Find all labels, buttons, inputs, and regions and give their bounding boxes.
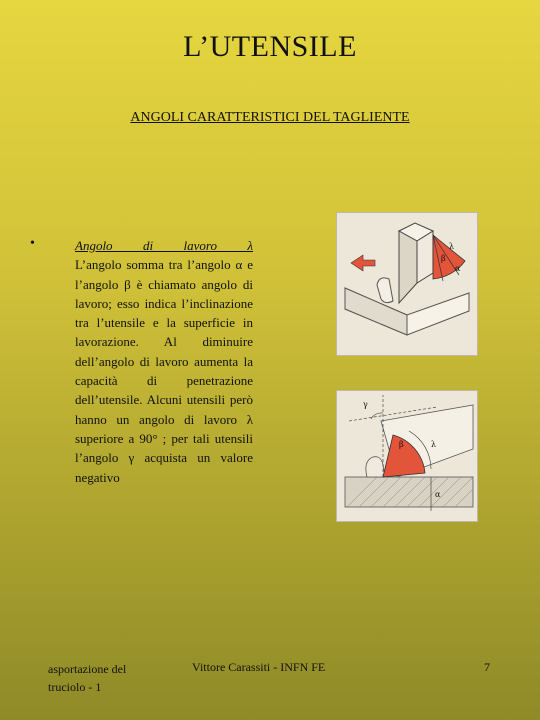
fig2-label-alpha: α	[435, 490, 441, 499]
slide-subtitle: ANGOLI CARATTERISTICI DEL TAGLIENTE	[130, 110, 410, 125]
fig1-label-lambda: λ	[449, 242, 455, 251]
bullet-marker: •	[30, 236, 35, 251]
footer-section-title: asportazione del truciolo - 1	[48, 662, 127, 694]
fig2-label-beta: β	[399, 440, 404, 449]
fig2-label-gamma: γ	[363, 400, 368, 409]
bullet-paragraph: L’angolo somma tra l’angolo α e l’angolo β è chiamato angolo di lavoro; esso indica l’inclinazione tra l’utensile e la superficie in lavorazione. Al diminuire dell’angolo di lavoro aumenta la capacità di penetrazione dell’utensile. Alcuni utensili però hanno un angolo di lavoro λ superiore a 90° ; per tali utensili l’angolo γ acquista un valore negativo	[75, 257, 253, 485]
fig2-label-lambda: λ	[431, 440, 437, 449]
footer-author: Vittore Carassiti - INFN FE	[192, 660, 326, 674]
fig1-label-beta: β	[441, 254, 446, 263]
page-number: 7	[484, 660, 490, 674]
feed-direction-arrow	[351, 255, 375, 271]
tool-figure-section	[336, 390, 478, 522]
slide-title: L’UTENSILE	[183, 30, 357, 63]
bullet-heading: Angolo di lavoro λ	[75, 238, 253, 253]
body-text	[75, 236, 253, 487]
tool-figure-isometric	[336, 212, 478, 356]
fig1-label-alpha: α	[455, 264, 461, 273]
